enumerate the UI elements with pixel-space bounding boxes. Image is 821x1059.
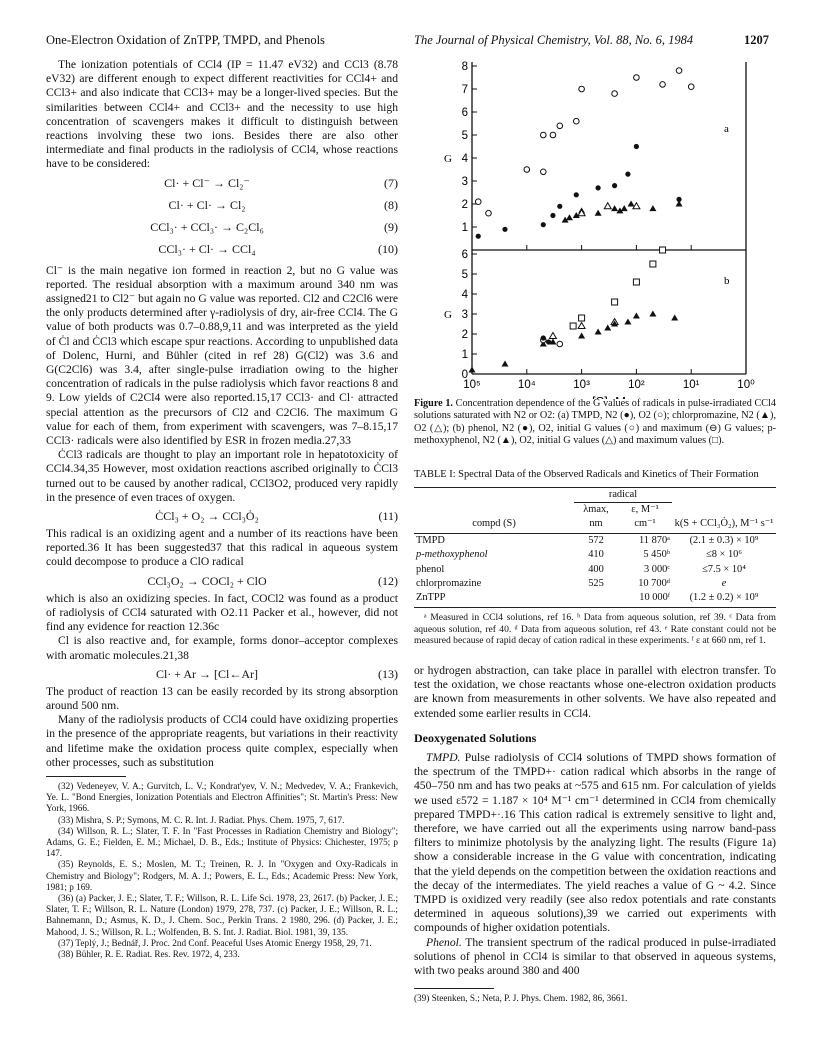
equation-7: Cl· + Cl⁻ → Cl₂⁻ (7) bbox=[164, 175, 398, 190]
data-point-filled-triangle bbox=[566, 214, 573, 220]
paragraph: TMPD. Pulse radiolysis of CCl4 solutions of TMPD shows formation of the spectrum of the TMPD+· cation radical which absorbs in the range of 450–750 nm and has two peaks at ~575 and 615 nm. For calculation of yields we used ε572 = 1.187 × 10⁴ M⁻¹ cm⁻¹ determined in CCl4 from chemically prepared TMPD+·.16 This cation radical is extremely sensitive to light and, therefore, we have carried out all the experiments using narrow band-pass filters to minimize photolysis by the analyzing light. The results (Figure 1a) show a considerable increase in the G value with concentration, indicating that the yield depends on the competition between the oxidation reactions and the decay of the intermediates. The yield reaches a value of G ~ 4.2. Since TMPD is oxidized very readily (see also redox potentials and rate constants determined in aqueous solutions),39 we carried out experiments with compounds of higher oxidation potentials. bbox=[414, 751, 776, 935]
paragraph: The product of reaction 13 can be easily recorded by its strong absorption around 500 nm. bbox=[46, 684, 398, 712]
data-point-open-circle bbox=[486, 210, 492, 216]
paragraph: ĊCl3 radicals are thought to play an important role in hepatotoxicity of CCl4.34,35 However, most oxidation reactions ascribed originally to ĊCl3 turned out to be caused by another radical, CCl3O2, produced very rapidly in the presence of even traces of oxygen. bbox=[46, 448, 398, 504]
figure-1 bbox=[414, 54, 776, 399]
data-point-filled-circle bbox=[546, 339, 551, 344]
data-point-open-circle bbox=[579, 86, 585, 92]
data-point-open-circle bbox=[634, 75, 640, 81]
figure-1-plot bbox=[414, 54, 776, 399]
reference: (38) Bühler, R. E. Radiat. Res. Rev. 1972, 4, 233. bbox=[58, 948, 240, 959]
y-tick-label: 1 bbox=[461, 349, 468, 361]
table-1 bbox=[414, 469, 776, 647]
equation-9: CCl₃· + CCl₃· → C₂Cl₆ (9) bbox=[150, 219, 398, 234]
paragraph: Cl is also reactive and, for example, forms donor–acceptor complexes with aromatic molecules.21,38 bbox=[46, 634, 398, 662]
y-tick-label: 2 bbox=[461, 329, 468, 341]
reference: (36) (a) Packer, J. E.; Slater, T. F.; Willson, R. L. Life Sci. 1978, 23, 2617. (b) Packer, J. E.; Slater, T. F.; Willson, R. L. Nature (London) 1979, 278, 737. (c) Packer, J. E.; Willson, R. L.; Bahnemann, D.; Asmus, K. D., J. Chem. Soc., Perkin Trans. 2 1980, 296. (d) Packer, J. E.; Mahood, J. S.; Willson, R. L.; Wolfenden, B. S. Int. J. Radiat. Biol. 1981, 39, 135. bbox=[46, 892, 398, 937]
y-axis-label: G bbox=[444, 309, 452, 321]
section-heading: Deoxygenated Solutions bbox=[414, 730, 537, 745]
running-header-left: One-Electron Oxidation of ZnTPP, TMPD, and Phenols bbox=[46, 33, 325, 47]
y-tick-label: 4 bbox=[461, 153, 468, 165]
data-point-filled-triangle bbox=[621, 205, 628, 211]
data-point-filled-triangle bbox=[624, 319, 631, 325]
y-tick-label: 8 bbox=[461, 61, 468, 73]
y-tick-label: 7 bbox=[461, 84, 468, 96]
y-tick-label: 5 bbox=[461, 130, 468, 142]
paragraph: which is also an oxidizing species. In fact, COCl2 was found as a product of radiolysis of CCl4 saturated with O2.11 Packer et al., however, did not find any evidence for reaction 12.36c bbox=[46, 591, 398, 634]
data-point-open-square bbox=[633, 279, 639, 285]
paragraph: This radical is an oxidizing agent and a number of its reactions have been reported.36 It has been suggested37 that this radical in aqueous system could decompose to produce a ClO radical bbox=[46, 527, 398, 569]
equation-11: ĊCl₃ + O₂ → CCl₃Ȯ₂ (11) bbox=[155, 508, 398, 523]
data-point-filled-circle bbox=[574, 192, 579, 197]
x-tick-label: 10⁵ bbox=[463, 379, 481, 391]
references-left bbox=[46, 781, 398, 960]
x-tick-label: 10⁰ bbox=[737, 379, 755, 391]
reference: (33) Mishra, S. P.; Symons, M. C. R. Int. J. Radiat. Phys. Chem. 1975, 7, 617. bbox=[58, 814, 345, 825]
data-point-open-triangle bbox=[604, 203, 611, 209]
y-tick-label: 2 bbox=[461, 199, 468, 211]
y-tick-label: 5 bbox=[461, 269, 468, 281]
data-point-filled-triangle bbox=[671, 315, 678, 321]
data-point-open-square bbox=[579, 315, 585, 321]
y-tick-label: 1 bbox=[461, 222, 468, 234]
data-point-open-square bbox=[650, 261, 656, 267]
data-point-open-circle bbox=[550, 132, 556, 138]
group-header: radical bbox=[574, 487, 672, 502]
left-column bbox=[46, 58, 398, 960]
col-header: compd (S) bbox=[472, 518, 516, 529]
data-point-open-circle bbox=[557, 123, 563, 129]
data-point-open-circle bbox=[524, 167, 530, 173]
data-point-filled-triangle bbox=[676, 201, 683, 207]
footnote-rule bbox=[46, 776, 126, 777]
paragraph: Cl⁻ is the main negative ion formed in reaction 2, but no G value was reported. The residual absorption with a maximum around 340 nm was assigned21 to Cl2⁻ but again no G value was reported. Cl2 and C2Cl6 were the only products determined after γ-radiolysis of dry, air-free CCl4. The G value of both products was 0.7–0.88,9,11 and was interpreted as the yield of Ċl and ĊCl3 which escape spur reactions. According to unpublished data of Dolenc, Hurni, and Bühler (cited in ref 28) G(Cl2) was 3.6 and G(C2Cl6) was 3.4, after single-pulse irradiation owing to the higher concentration of radicals in the pulse radiolysis which favor reactions 8 and 9. Low yields of C2Cl4 were also reported.15,17 CCl3· and Cl· attracted special attention as the precursors of Cl2 and C2Cl6. The maximum G value for each of them, from experiment with scavengers, was 7–8.15,17 CCl3· radicals were also identified by ESR in frozen media.27,33 bbox=[46, 263, 398, 448]
data-table bbox=[414, 485, 776, 609]
data-point-open-circle bbox=[557, 341, 563, 347]
data-point-filled-triangle bbox=[501, 361, 508, 367]
panel-label: a bbox=[724, 123, 729, 135]
data-point-filled-triangle bbox=[469, 367, 476, 373]
reference: (35) Reynolds, E. S.; Moslen, M. T.; Treinen, R. J. In "Oxygen and Oxy-Radicals in Chemistry and Biology"; Rodgers, M. A. J.; Powers, E. L., Eds.; Academic Press: New York, 1981; p 169. bbox=[46, 859, 398, 892]
paragraph: The ionization potentials of CCl4 (IP = 11.47 eV32) and CCl3 (8.78 eV32) are different enough to expect different reactivities for CCl4+ and CCl3+ and also indicate that CCl3+ may be a longer-lived species. But the similarities between CCl4+ and CCl3+ and the necessity to use high concentration of scavengers makes it difficult to distinguish between reactions involving these two ions. Besides there are also other intermediate and final products in the radiolysis of CCl4, whose reactions have to be considered: bbox=[46, 58, 398, 171]
data-point-filled-triangle bbox=[633, 313, 640, 319]
equation-13: Cl· + Ar → [Cl←Ar] (13) bbox=[155, 666, 398, 681]
data-point-open-circle bbox=[573, 118, 579, 124]
data-point-open-circle bbox=[688, 84, 694, 90]
equation-10: CCl₃· + Cl· → CCl₄ (10) bbox=[158, 241, 398, 256]
data-point-open-circle bbox=[540, 132, 546, 138]
table-footnote: ᵃ Measured in CCl4 solutions, ref 16. ᵇ Data from aqueous solution, ref 39. ᶜ Data from aqueous solution, ref 40. ᵈ Data from aqueous solution, ref 43. ᵉ Rate constant could not be measured because of rapid decay of cation radical in these experiments. ᶠ ε at 660 nm, ref 1. bbox=[414, 612, 776, 647]
data-point-filled-triangle bbox=[578, 333, 585, 339]
y-tick-label: 0 bbox=[461, 369, 468, 381]
paragraph: Phenol. The transient spectrum of the radical produced in pulse-irradiated solutions of phenol in CCl4 is similar to that observed in aqueous systems, with two peaks around 380 and 400 bbox=[414, 935, 776, 978]
x-tick-label: 10³ bbox=[573, 379, 590, 391]
data-point-filled-circle bbox=[476, 234, 481, 239]
paragraph: Many of the radiolysis products of CCl4 could have oxidizing properties in the presence of the appropriate reagents, but variations in their reactivity and lifetime make the oxidation process quite complex, especially when other processes, such as substitution bbox=[46, 713, 398, 769]
data-point-open-circle bbox=[475, 199, 481, 205]
figure-caption: Figure 1. Concentration dependence of the G values of radicals in pulse-irradiated CCl4 solutions saturated with N2 or O2: (a) TMPD, N2 (●), O2 (○); chlorpromazine, N2 (▲), O2 (△); (b) phenol, N2 (●), O2, initial G values (○) and maximum (⊖) G values; p-methoxyphenol, N2 (▲), O2, initial G values (△) and maximum values (□). bbox=[414, 398, 776, 447]
data-point-open-square bbox=[570, 323, 576, 329]
data-point-open-circle bbox=[540, 169, 546, 175]
data-point-filled-triangle bbox=[604, 325, 611, 331]
x-tick-label: 10⁴ bbox=[517, 379, 536, 391]
data-point-open-circle bbox=[676, 68, 682, 74]
table-row: p-methoxyphenol 410 5 450ᵇ ≤8 × 10⁶ bbox=[416, 549, 742, 561]
reference: (32) Vedeneyev, V. A.; Gurvitch, L. V.; Kondrat'yev, V. N.; Medvedev, V. A.; Frankevich, Ye. L. "Bond Energies, Ionization Potentials and Electron Affinities"; St. Martin's Press: New York, 1966. bbox=[46, 780, 398, 814]
data-point-filled-triangle bbox=[649, 311, 656, 317]
data-point-filled-circle bbox=[625, 172, 630, 177]
y-tick-label: 3 bbox=[461, 309, 468, 321]
col-header: λmax, nm bbox=[583, 503, 609, 529]
table-row: TMPD 572 11 870ᵃ (2.1 ± 0.3) × 10⁹ bbox=[416, 535, 759, 547]
data-point-open-square bbox=[612, 299, 618, 305]
equation-12: CCl₃O₂ → COCl₂ + ClO (12) bbox=[147, 573, 398, 588]
data-point-filled-circle bbox=[612, 183, 617, 188]
page-number: 1207 bbox=[744, 33, 769, 47]
equation-8: Cl· + Cl· → Cl₂ (8) bbox=[168, 197, 398, 212]
y-tick-label: 6 bbox=[461, 249, 468, 261]
data-point-filled-triangle bbox=[595, 329, 602, 335]
data-point-open-triangle bbox=[578, 323, 585, 329]
x-tick-label: 10² bbox=[628, 379, 645, 391]
data-point-filled-triangle bbox=[628, 201, 635, 207]
data-point-filled-triangle bbox=[595, 210, 602, 216]
reference: (37) Teplý, J.; Bednář, J. Proc. 2nd Conf. Peaceful Uses Atomic Energy 1958, 29, 71. bbox=[58, 937, 372, 948]
data-point-filled-circle bbox=[557, 204, 562, 209]
data-point-open-square bbox=[660, 247, 666, 253]
table-row: chlorpromazine 525 10 700ᵈ e bbox=[416, 577, 727, 589]
journal-name: The Journal of Physical Chemistry, Vol. 88, No. 6, 1984 bbox=[414, 33, 694, 47]
reference: (39) Steenken, S.; Neta, P. J. Phys. Chem. 1982, 86, 3661. bbox=[414, 993, 628, 1004]
col-header: ε, M⁻¹ cm⁻¹ bbox=[631, 503, 659, 529]
reference: (34) Willson, R. L.; Slater, T. F. In "Fast Processes in Radiation Chemistry and Biology"; Adams, G. E.; Fielden, E. M.; Michael, D. B., Eds.; Institute of Physics: Chichester, 1975; p 147. bbox=[46, 825, 398, 859]
data-point-filled-circle bbox=[541, 335, 546, 340]
data-point-filled-circle bbox=[595, 185, 600, 190]
x-tick-label: 10¹ bbox=[682, 379, 700, 391]
table-row: phenol 400 3 000ᶜ ≤7.5 × 10⁴ bbox=[416, 563, 746, 575]
data-point-filled-triangle bbox=[649, 205, 656, 211]
col-header: k(S + CCl₃Ȯ₂), M⁻¹ s⁻¹ bbox=[674, 518, 774, 529]
footnote-rule bbox=[414, 988, 494, 989]
y-tick-label: 4 bbox=[461, 289, 468, 301]
right-column-text bbox=[414, 664, 776, 1004]
paragraph: or hydrogen abstraction, can take place in parallel with electron transfer. To test the oxidation, we chose reactants whose one-electron oxidation products are known from measurements in other solvents. We have also repeated and extended some earlier results in CCl4. bbox=[414, 664, 776, 720]
data-point-open-circle bbox=[660, 82, 666, 88]
panel-label: b bbox=[724, 275, 730, 287]
y-axis-label: G bbox=[444, 153, 452, 165]
y-tick-label: 3 bbox=[461, 176, 468, 188]
data-point-filled-circle bbox=[550, 213, 555, 218]
data-point-open-circle bbox=[612, 91, 618, 97]
table-title: TABLE I: Spectral Data of the Observed Radicals and Kinetics of Their Formation bbox=[414, 469, 759, 480]
data-point-filled-triangle bbox=[611, 205, 618, 211]
data-point-filled-circle bbox=[634, 144, 639, 149]
y-tick-label: 6 bbox=[461, 107, 468, 119]
data-point-filled-circle bbox=[541, 222, 546, 227]
table-row: ZnTPP 10 000ᶠ (1.2 ± 0.2) × 10⁹ bbox=[416, 592, 759, 604]
data-point-open-triangle bbox=[549, 333, 556, 339]
data-point-filled-circle bbox=[502, 227, 507, 232]
